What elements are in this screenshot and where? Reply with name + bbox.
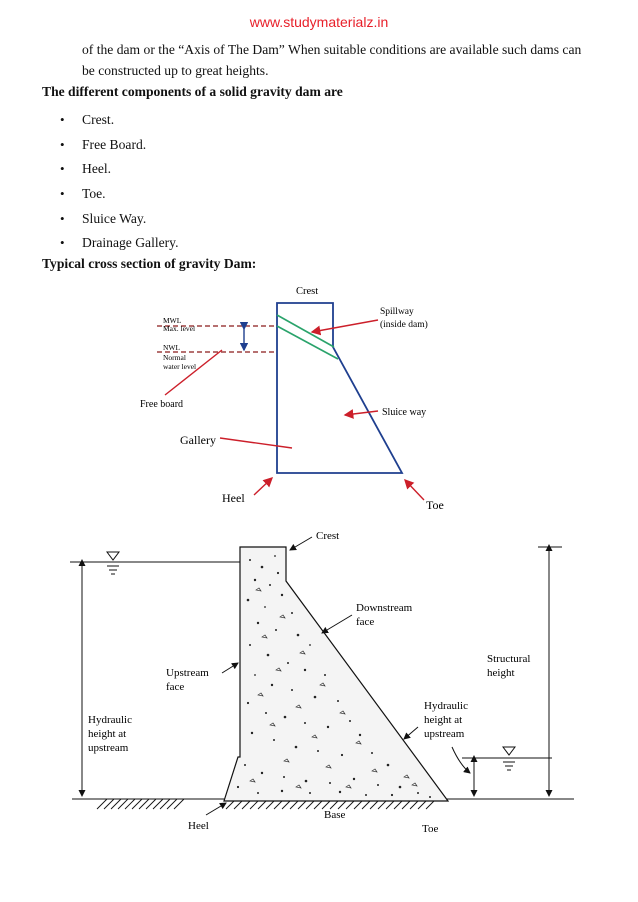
downstream-water-symbol <box>503 747 515 755</box>
hydraulic-downstream-label-2: height at <box>424 714 463 726</box>
gallery-label: Gallery <box>180 433 216 447</box>
hydraulic-downstream-label-1: Hydraulic <box>424 700 468 712</box>
site-url: www.studymaterialz.in <box>249 14 389 30</box>
hydraulic-upstream-label-3: upstream <box>88 742 129 754</box>
nwl-label: NWL <box>163 343 181 352</box>
sluice-way-pointer <box>345 411 378 415</box>
intro-line-1: of the dam or the “Axis of The Dam” When suitable conditions are available such dams can <box>82 42 582 57</box>
hydraulic-downstream-label-3: upstream <box>424 728 465 740</box>
upstream-pointer <box>222 663 238 673</box>
list-item: • Free Board. <box>60 133 179 158</box>
structural-height-sub-label: height <box>487 667 515 679</box>
heel-pointer <box>206 803 226 815</box>
hydraulic-downstream-curve <box>452 747 470 773</box>
list-item: • Sluice Way. <box>60 206 179 231</box>
intro-paragraph <box>82 40 602 81</box>
downstream-pointer <box>322 615 352 633</box>
section-heading: Typical cross section of gravity Dam: <box>42 256 257 271</box>
list-item: • Heel. <box>60 157 179 182</box>
toe-label: Toe <box>422 823 439 835</box>
spillway-sub-label: (inside dam) <box>380 320 428 330</box>
spillway-label: Spillway <box>380 307 414 317</box>
crest-pointer <box>290 537 312 550</box>
components-list <box>60 108 179 256</box>
bullet-icon: • <box>60 112 65 128</box>
bullet-icon: • <box>60 235 65 251</box>
components-heading: The different components of a solid gravity dam are <box>42 84 343 99</box>
toe-label: Toe <box>426 498 444 512</box>
heel-pointer <box>254 478 272 495</box>
bullet-icon: • <box>60 136 65 152</box>
max-level-label: Max. level <box>163 324 196 333</box>
list-item: • Drainage Gallery. <box>60 231 179 256</box>
free-board-label: Free board <box>140 399 184 410</box>
bullet-icon: • <box>60 210 65 226</box>
spillway-line-lower <box>277 326 338 359</box>
hydraulic-upstream-label-1: Hydraulic <box>88 714 132 726</box>
list-item: • Crest. <box>60 108 179 133</box>
bullet-icon: • <box>60 186 65 202</box>
structural-height-label: Structural <box>487 653 531 665</box>
dam-diagram-colored <box>0 280 638 520</box>
hydraulic-upstream-label-2: height at <box>88 728 127 740</box>
sluice-way-label: Sluice way <box>382 407 427 418</box>
ground-hatch-left <box>97 799 184 809</box>
intro-line-2: be constructed up to great heights. <box>82 62 269 78</box>
upstream-water-symbol <box>107 552 119 560</box>
base-label: Base <box>324 809 346 821</box>
crest-label: Crest <box>316 530 340 542</box>
downstream-face-sub-label: face <box>356 616 375 628</box>
upstream-face-label: Upstream <box>166 667 209 679</box>
heel-label: Heel <box>222 491 245 505</box>
heel-label: Heel <box>188 820 209 832</box>
gallery-pointer <box>220 438 292 448</box>
water-level-label: water level <box>163 362 197 371</box>
bullet-icon: • <box>60 161 65 177</box>
spillway-pointer <box>312 320 378 332</box>
toe-pointer <box>405 480 424 500</box>
list-item: • Toe. <box>60 182 179 207</box>
upstream-face-sub-label: face <box>166 681 185 693</box>
hydraulic-downstream-pointer <box>404 727 418 739</box>
dam-diagram-concrete <box>0 525 638 855</box>
mwl-label: MWL <box>163 316 182 325</box>
crest-label: Crest <box>296 286 319 297</box>
concrete-dam-body <box>224 547 448 801</box>
downstream-face-label: Downstream <box>356 602 413 614</box>
normal-label: Normal <box>163 353 186 362</box>
